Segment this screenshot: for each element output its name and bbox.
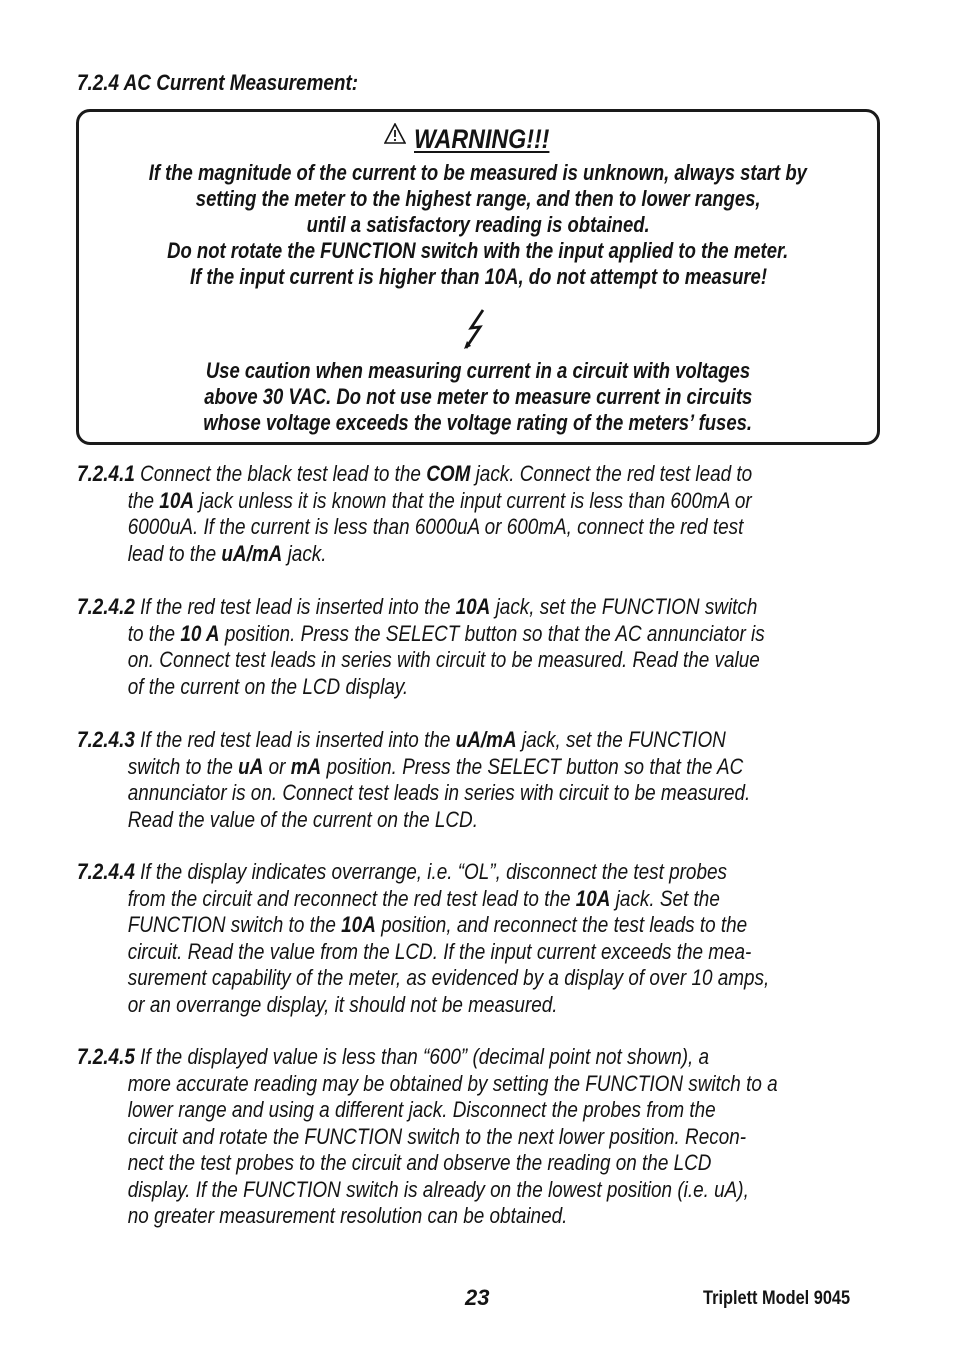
bold-term: 10A xyxy=(455,594,491,619)
step-text: jack. xyxy=(282,540,327,566)
step-line xyxy=(77,939,774,966)
step-text: jack, set the FUNCTION switch xyxy=(490,594,758,619)
step-text: jack. Connect the red test lead to xyxy=(470,461,753,486)
warning-box xyxy=(76,109,880,445)
step-text: from the circuit and reconnect the red test lead to the xyxy=(127,885,576,911)
bold-term: 10A xyxy=(159,487,195,513)
warning-line: setting the meter to the highest range, and then to lower ranges, xyxy=(195,186,761,211)
step-text: FUNCTION switch to the xyxy=(127,912,342,937)
bold-term: uA/mA xyxy=(221,540,283,566)
bold-term: 10A xyxy=(341,912,376,937)
step-text: or an overrange display, it should not be measured. xyxy=(127,991,558,1017)
step-line xyxy=(77,1124,774,1151)
step-line xyxy=(77,1097,774,1124)
step-line xyxy=(77,1044,774,1071)
caution-line: above 30 VAC. Do not use meter to measure current in circuits xyxy=(203,384,753,409)
step-text: or xyxy=(263,753,291,779)
step-paragraph xyxy=(77,727,887,833)
lightning-bolt-icon xyxy=(461,308,495,355)
step-line xyxy=(77,1070,778,1098)
warning-line: If the magnitude of the current to be measured is unknown, always start by xyxy=(148,160,808,185)
step-text: nect the test probes to the circuit and observe the reading on the LCD xyxy=(127,1150,712,1175)
caution-line: Use caution when measuring current in a circuit with voltages xyxy=(205,358,751,383)
page-number: 23 xyxy=(465,1285,490,1310)
step-text: circuit and rotate the FUNCTION switch to the next lower position. Recon- xyxy=(127,1123,747,1149)
warning-triangle-icon xyxy=(384,123,406,150)
step-number: 7.2.4.3 xyxy=(77,727,135,752)
step-text: to the xyxy=(127,620,181,646)
step-text: circuit. Read the value from the LCD. If the input current exceeds the mea- xyxy=(127,938,752,964)
step-text: Connect the black test lead to the xyxy=(134,461,427,486)
bold-term: 10 A xyxy=(180,620,220,646)
step-text: If the display indicates overrange, i.e. “OL”, disconnect the test probes xyxy=(134,859,727,884)
step-text: 6000uA. If the current is less than 6000uA or 600mA, connect the red test xyxy=(127,514,744,539)
step-line xyxy=(77,647,774,674)
step-line xyxy=(77,1150,774,1177)
step-number: 7.2.4.4 xyxy=(77,859,135,884)
step-line xyxy=(77,674,774,701)
step-line xyxy=(77,886,774,913)
step-text: position, and reconnect the test leads to the xyxy=(375,912,748,937)
step-line xyxy=(77,912,774,939)
step-line xyxy=(77,754,774,781)
warning-line: Do not rotate the FUNCTION switch with the input applied to the meter. xyxy=(167,238,789,263)
step-text: position. Press the SELECT button so that the AC xyxy=(321,753,744,779)
bold-term: COM xyxy=(426,461,471,486)
step-paragraph xyxy=(77,461,887,567)
step-text: Read the value of the current on the LCD. xyxy=(127,806,478,832)
step-text: of the current on the LCD display. xyxy=(127,673,409,699)
step-text: lower range and using a different jack. Disconnect the probes from the xyxy=(127,1097,716,1122)
step-line xyxy=(77,621,774,648)
step-text: If the red test lead is inserted into the xyxy=(134,727,456,752)
bold-term: uA/mA xyxy=(455,727,517,752)
step-line xyxy=(77,1177,774,1204)
warning-line: until a satisfactory reading is obtained. xyxy=(306,212,650,237)
step-line xyxy=(77,514,774,541)
step-paragraph xyxy=(77,1044,887,1230)
bold-term: 10A xyxy=(575,885,611,911)
step-paragraph xyxy=(77,594,887,700)
step-text: position. Press the SELECT button so that the AC annunciator is xyxy=(219,620,765,646)
step-line xyxy=(77,992,774,1019)
step-line xyxy=(77,965,774,992)
warning-header xyxy=(79,124,877,155)
step-text: If the red test lead is inserted into the xyxy=(134,594,456,619)
step-text: annunciator is on. Connect test leads in series with circuit to be measured. xyxy=(127,780,751,805)
step-text: no greater measurement resolution can be obtained. xyxy=(127,1203,568,1228)
step-line xyxy=(77,594,774,621)
section-title: 7.2.4 AC Current Measurement: xyxy=(77,70,359,95)
warning-line: If the input current is higher than 10A, do not attempt to measure! xyxy=(189,264,767,289)
step-paragraph xyxy=(77,859,887,1018)
step-text: jack unless it is known that the input current is less than 600mA or xyxy=(194,487,752,513)
step-text: jack. Set the xyxy=(610,885,720,911)
step-text: on. Connect test leads in series with circuit to be measured. Read the value xyxy=(127,647,760,672)
step-line xyxy=(77,541,774,568)
step-text: more accurate reading may be obtained by setting the FUNCTION switch to a xyxy=(127,1070,778,1096)
step-text: the xyxy=(127,487,160,513)
step-text: jack, set the FUNCTION xyxy=(516,727,726,752)
step-number: 7.2.4.1 xyxy=(77,461,135,486)
step-number: 7.2.4.2 xyxy=(77,594,135,619)
step-text: switch to the xyxy=(127,753,239,779)
warning-title: WARNING!!! xyxy=(414,124,550,154)
bold-term: mA xyxy=(290,753,322,779)
bold-term: uA xyxy=(238,753,264,779)
model-name: Triplett Model 9045 xyxy=(703,1288,851,1309)
caution-line: whose voltage exceeds the voltage rating of the meters’ fuses. xyxy=(203,410,753,435)
step-line xyxy=(77,488,774,515)
step-text: If the displayed value is less than “600” (decimal point not shown), a xyxy=(134,1044,710,1069)
step-text: surement capability of the meter, as evidenced by a display of over 10 amps, xyxy=(127,965,770,990)
step-line xyxy=(77,780,774,807)
step-line xyxy=(77,461,774,488)
step-text: display. If the FUNCTION switch is already on the lowest position (i.e. uA), xyxy=(127,1176,749,1202)
step-line xyxy=(77,1203,774,1230)
step-line xyxy=(77,859,774,886)
step-line xyxy=(77,807,774,834)
step-number: 7.2.4.5 xyxy=(77,1044,135,1069)
step-text: lead to the xyxy=(127,540,222,566)
step-line xyxy=(77,727,774,754)
